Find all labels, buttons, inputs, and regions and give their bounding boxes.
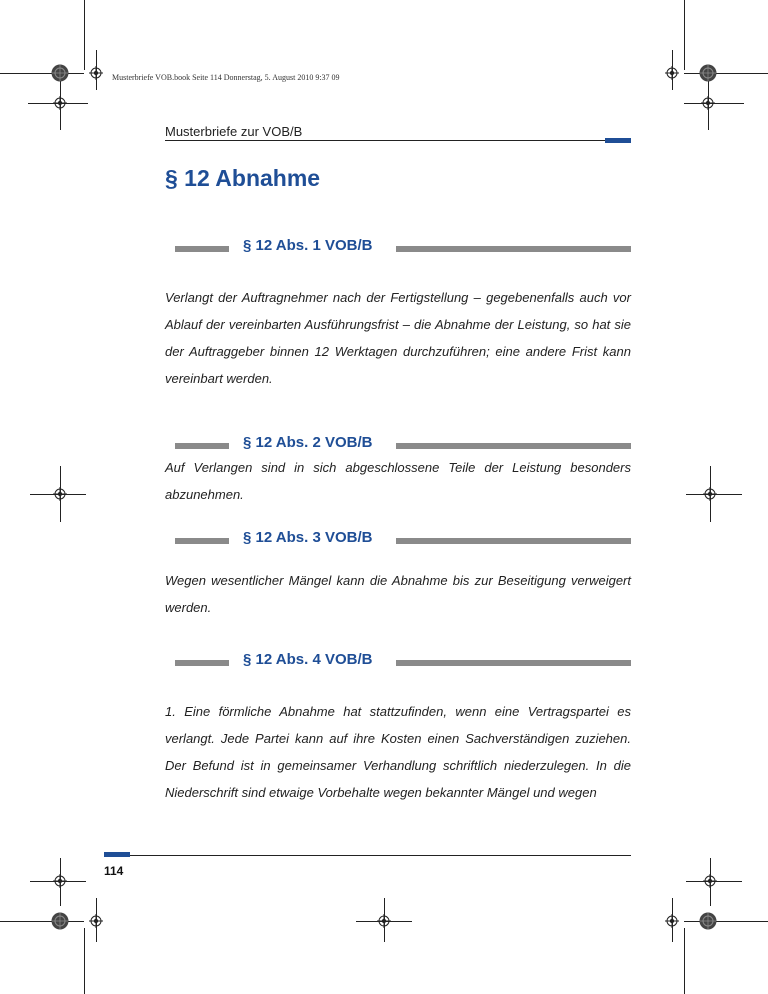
running-head: Musterbriefe zur VOB/B: [165, 124, 303, 139]
color-rosette-icon: [51, 64, 69, 82]
section-bar-right: [396, 538, 631, 544]
registration-mark-icon: [53, 487, 67, 501]
print-slug: Musterbriefe VOB.book Seite 114 Donnerstag, 5. August 2010 9:37 09: [112, 73, 340, 82]
section-text: Auf Verlangen sind in sich abgeschlossene Teile der Leistung besonders abzunehmen.: [165, 460, 631, 502]
section-bar-right: [396, 443, 631, 449]
section-heading: § 12 Abs. 3 VOB/B: [243, 529, 373, 546]
section-text: 1. Eine förmliche Abnahme hat stattzufinden, wenn eine Vertragspartei es verlangt. Jede Partei kann auf ihre Kosten einen Sachverständigen zuziehen. Der Befund ist in gemeinsamer Verhandlung schriftlich niederzulegen. In die Niederschrift sind etwaige Vorbehalte wegen bekannter Mängel und wegen: [165, 704, 631, 800]
chapter-title: § 12 Abnahme: [165, 165, 321, 191]
section-bar-left: [175, 660, 229, 666]
footer-rule: [130, 855, 631, 856]
registration-mark-icon: [703, 487, 717, 501]
section-bar-right: [396, 246, 631, 252]
color-rosette-icon: [699, 64, 717, 82]
footer-accent-tab: [104, 852, 130, 857]
header-accent-tab: [605, 138, 631, 143]
page-number: 114: [104, 864, 124, 878]
registration-mark-icon: [53, 96, 67, 110]
registration-mark-icon: [703, 874, 717, 888]
registration-mark-icon: [377, 914, 391, 928]
registration-mark-icon: [665, 914, 679, 928]
registration-mark-icon: [89, 66, 103, 80]
section-heading: § 12 Abs. 1 VOB/B: [243, 237, 373, 254]
registration-mark-icon: [665, 66, 679, 80]
section-heading: § 12 Abs. 2 VOB/B: [243, 434, 373, 451]
section-bar-right: [396, 660, 631, 666]
header-rule: [165, 140, 605, 141]
section-text: Verlangt der Auftragnehmer nach der Fertigstellung – gegebenenfalls auch vor Ablauf der vereinbarten Ausführungsfrist – die Abnahme der Leistung, so hat sie der Auftraggeber binnen 12 Werktagen durchzuführen; eine andere Frist kann vereinbart werden.: [165, 290, 631, 386]
registration-mark-icon: [53, 874, 67, 888]
section-bar-left: [175, 246, 229, 252]
color-rosette-icon: [51, 912, 69, 930]
section-bar-left: [175, 443, 229, 449]
section-text: Wegen wesentlicher Mängel kann die Abnahme bis zur Beseitigung verweigert werden.: [165, 573, 631, 615]
registration-mark-icon: [89, 914, 103, 928]
section-bar-left: [175, 538, 229, 544]
color-rosette-icon: [699, 912, 717, 930]
section-heading: § 12 Abs. 4 VOB/B: [243, 651, 373, 668]
registration-mark-icon: [701, 96, 715, 110]
